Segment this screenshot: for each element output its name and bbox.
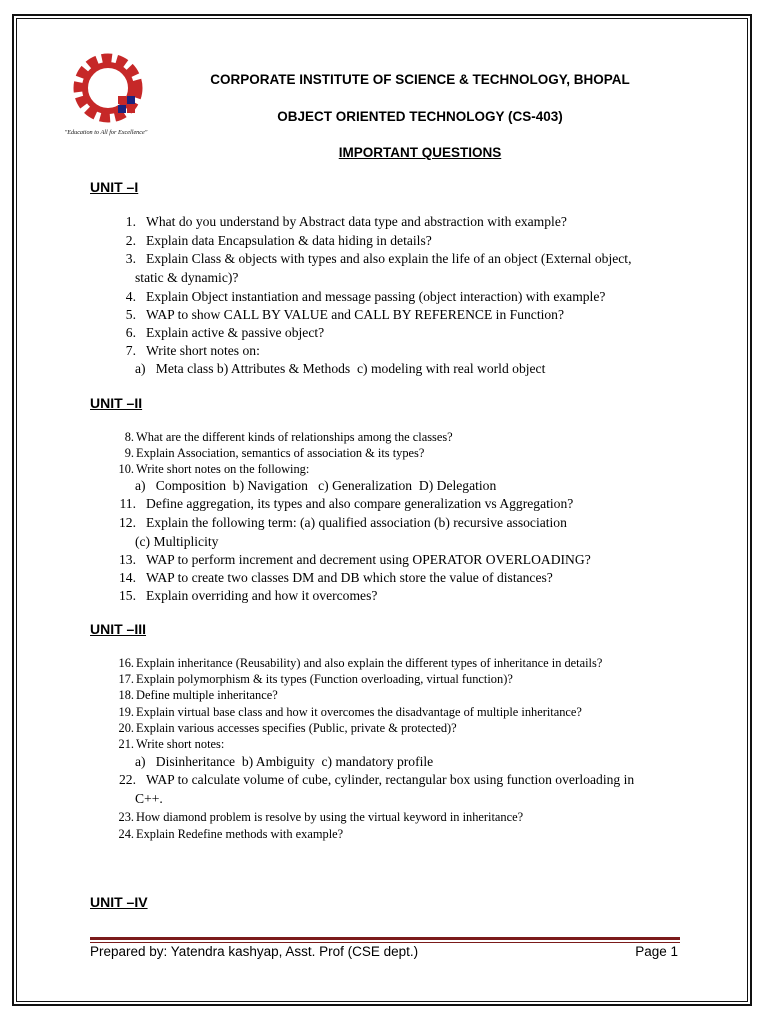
question-number: 2. — [125, 233, 136, 248]
question-number: 24. — [118, 827, 134, 841]
question-14 — [112, 570, 553, 586]
footer-author: Prepared by: Yatendra kashyap, Asst. Prof (CSE dept.) — [90, 944, 419, 959]
question-11 — [112, 496, 573, 512]
question-text: Explain inheritance (Reusability) and also explain the different types of inheritance in details? — [136, 656, 603, 670]
question-18 — [112, 688, 278, 703]
question-number: 21. — [118, 737, 134, 751]
question-text: Explain Class & objects with types and also explain the life of an object (External object, — [146, 251, 632, 266]
question-8 — [112, 430, 453, 445]
unit-2-title: UNIT –II — [90, 395, 143, 411]
question-text: Explain various accesses specifies (Public, private & protected)? — [136, 721, 457, 735]
question-number: 7. — [125, 343, 136, 358]
question-17 — [112, 672, 513, 687]
question-text: Explain Association, semantics of association & its types? — [136, 446, 425, 460]
question-text: WAP to create two classes DM and DB which store the value of distances? — [146, 570, 553, 585]
question-1 — [112, 214, 567, 230]
question-19 — [112, 705, 582, 720]
question-number: 6. — [125, 325, 136, 340]
course-title: OBJECT ORIENTED TECHNOLOGY (CS-403) — [277, 109, 563, 124]
question-number: 8. — [124, 430, 134, 444]
question-6 — [112, 325, 324, 341]
document-heading: IMPORTANT QUESTIONS — [338, 145, 502, 160]
unit-4-title: UNIT –IV — [90, 894, 148, 910]
question-number: 1. — [125, 214, 136, 229]
question-number: 20. — [118, 721, 134, 735]
institute-name: CORPORATE INSTITUTE OF SCIENCE & TECHNOLOGY, BHOPAL — [210, 72, 630, 87]
question-number: 14. — [119, 570, 136, 585]
question-text: What do you understand by Abstract data type and abstraction with example? — [146, 214, 567, 229]
question-16 — [112, 656, 602, 671]
question-text: What are the different kinds of relationships among the classes? — [136, 430, 453, 444]
question-22-continued: C++. — [135, 791, 163, 806]
question-text: Explain polymorphism & its types (Function overloading, virtual function)? — [136, 672, 513, 686]
gear-logo-icon — [58, 52, 176, 140]
question-text: WAP to calculate volume of cube, cylinder, rectangular box using function overloading in — [146, 772, 635, 787]
question-text: Define multiple inheritance? — [136, 688, 278, 702]
question-number: 18. — [118, 688, 134, 702]
footer-divider-thin — [90, 942, 680, 943]
logo-tagline: "Education to All for Excellence" — [64, 129, 148, 136]
question-15 — [112, 588, 377, 604]
question-number: 15. — [119, 588, 136, 603]
question-text: Define aggregation, its types and also compare generalization vs Aggregation? — [146, 496, 574, 511]
question-text: Explain virtual base class and how it overcomes the disadvantage of multiple inheritance? — [136, 705, 582, 719]
question-text: Write short notes on: — [146, 343, 260, 358]
question-2 — [112, 233, 432, 249]
question-3 — [112, 251, 631, 267]
question-20 — [112, 721, 457, 736]
question-text: Write short notes: — [136, 737, 225, 751]
question-12 — [112, 515, 567, 531]
question-number: 23. — [118, 810, 134, 824]
unit-1-title: UNIT –I — [90, 179, 139, 195]
question-number: 5. — [125, 307, 136, 322]
question-3-continued: static & dynamic)? — [135, 270, 239, 285]
question-number: 12. — [119, 515, 136, 530]
question-23 — [112, 810, 523, 825]
question-10-subitems: a) Composition b) Navigation c) Generalization D) Delegation — [135, 478, 497, 493]
question-13 — [112, 552, 591, 568]
question-text: Explain Object instantiation and message passing (object interaction) with example? — [146, 289, 606, 304]
question-24 — [112, 827, 343, 842]
question-number: 10. — [118, 462, 134, 476]
question-number: 16. — [118, 656, 134, 670]
question-text: Explain active & passive object? — [146, 325, 325, 340]
question-number: 11. — [119, 496, 136, 511]
question-number: 17. — [118, 672, 134, 686]
footer-divider-thick — [90, 937, 680, 940]
question-text: Explain Redefine methods with example? — [136, 827, 344, 841]
question-7 — [112, 343, 260, 359]
question-text: How diamond problem is resolve by using the virtual keyword in inheritance? — [136, 810, 524, 824]
question-text: WAP to show CALL BY VALUE and CALL BY REFERENCE in Function? — [146, 307, 565, 322]
question-number: 13. — [119, 552, 136, 567]
question-10 — [112, 462, 309, 477]
question-number: 3. — [125, 251, 136, 266]
unit-3-title: UNIT –III — [90, 621, 147, 637]
question-21 — [112, 737, 224, 752]
question-7-subitems: a) Meta class b) Attributes & Methods c) modeling with real world object — [135, 361, 546, 376]
question-number: 22. — [119, 772, 136, 787]
question-text: Explain data Encapsulation & data hiding in details? — [146, 233, 432, 248]
question-21-subitems: a) Disinheritance b) Ambiguity c) mandatory profile — [135, 754, 434, 769]
question-number: 9. — [124, 446, 134, 460]
question-22 — [112, 772, 634, 788]
question-12-continued: (c) Multiplicity — [135, 534, 219, 549]
question-number: 19. — [118, 705, 134, 719]
question-text: WAP to perform increment and decrement using OPERATOR OVERLOADING? — [146, 552, 591, 567]
institute-logo — [58, 52, 176, 140]
question-text: Explain the following term: (a) qualified association (b) recursive association — [146, 515, 567, 530]
question-5 — [112, 307, 564, 323]
question-4 — [112, 289, 605, 305]
question-text: Explain overriding and how it overcomes? — [146, 588, 378, 603]
footer-page-number: Page 1 — [635, 944, 678, 959]
question-9 — [112, 446, 424, 461]
question-text: Write short notes on the following: — [136, 462, 310, 476]
question-number: 4. — [125, 289, 136, 304]
